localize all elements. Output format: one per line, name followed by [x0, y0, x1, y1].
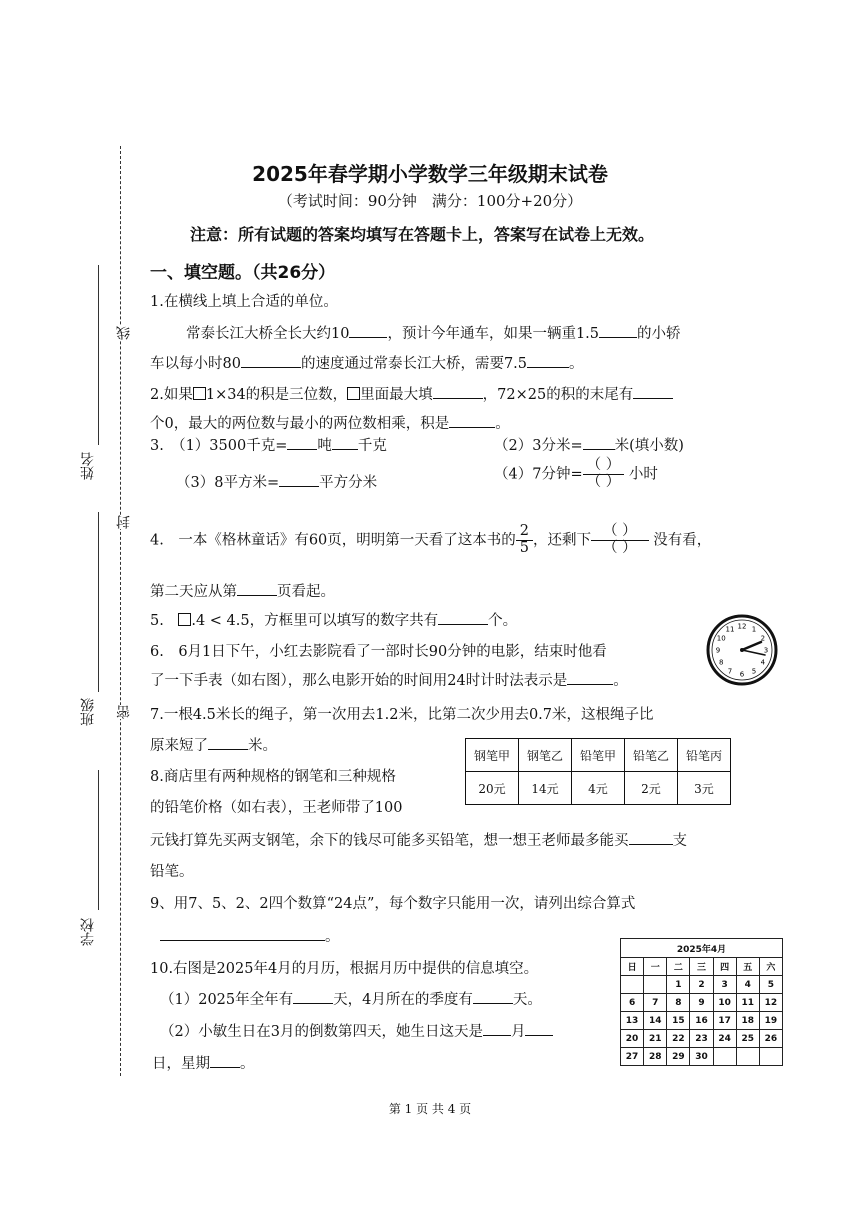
table-cell: 钢笔乙	[519, 739, 572, 772]
day-cell: 10	[713, 994, 736, 1012]
answer-blank[interactable]	[525, 1021, 553, 1036]
day-cell: 2	[690, 976, 713, 994]
table-cell: 14元	[519, 772, 572, 805]
day-cell: 9	[690, 994, 713, 1012]
day-cell: 27	[621, 1048, 644, 1066]
price-table	[465, 738, 731, 805]
answer-blank[interactable]	[449, 413, 495, 428]
clock-number: 7	[727, 667, 733, 676]
q8-line2: 的铅笔价格（如右表），王老师带了100	[150, 800, 403, 816]
answer-blank[interactable]	[241, 353, 301, 368]
weekday-cell: 三	[690, 958, 713, 976]
day-cell: 8	[667, 994, 690, 1012]
answer-blank[interactable]	[567, 670, 613, 685]
q8-line1: 8.商店里有两种规格的钢笔和三种规格	[150, 769, 396, 785]
clock-number: 11	[725, 625, 735, 634]
binding-dashed-line	[120, 146, 121, 1076]
q7-line2: 原来短了 米。	[150, 734, 277, 755]
day-cell	[621, 976, 644, 994]
table-cell: 2元	[625, 772, 678, 805]
day-cell: 11	[736, 994, 759, 1012]
calendar-week-row	[621, 1012, 783, 1030]
q10-line2: （1）2025年全年有 天，4月所在的季度有 天。	[160, 988, 542, 1009]
clock-number: 3	[763, 646, 769, 655]
table-cell: 4元	[572, 772, 625, 805]
q10-line4: 日，星期 。	[152, 1052, 255, 1073]
day-cell: 13	[621, 1012, 644, 1030]
q3-part4: （4）7分钟= $\frac{( )}{( )}$ 小时	[494, 457, 658, 490]
day-cell: 17	[713, 1012, 736, 1030]
answer-blank[interactable]	[527, 353, 569, 368]
fraction-blank[interactable]: $\frac{( )}{( )}$	[583, 458, 625, 491]
answer-blank[interactable]	[483, 1021, 511, 1036]
answer-blank[interactable]	[438, 610, 488, 625]
weekday-cell: 五	[736, 958, 759, 976]
square-box-icon	[193, 387, 206, 400]
calendar-week-row	[621, 994, 783, 1012]
calendar-caption: 2025年4月	[621, 939, 783, 958]
answer-blank[interactable]	[473, 989, 513, 1004]
q6-line2: 了一下手表（如右图），那么电影开始的时间用24时计时法表示是 。	[150, 669, 628, 690]
day-cell: 19	[759, 1012, 782, 1030]
name-label: 姓名	[80, 452, 96, 480]
q1-line2: 常泰长江大桥全长大约10 ，预计今年通车，如果一辆重1.5 的小轿	[186, 322, 681, 343]
day-cell: 26	[759, 1030, 782, 1048]
price-table-value-row	[466, 772, 731, 805]
fraction-blank[interactable]: $\frac{( )}{( )}$	[591, 524, 649, 557]
q3-part1: 3. （1）3500千克= 吨 千克	[150, 434, 387, 455]
answer-blank[interactable]	[629, 830, 673, 845]
day-cell: 20	[621, 1030, 644, 1048]
fraction-two-fifths: $\frac{2}{5}$	[516, 524, 533, 557]
answer-blank[interactable]	[332, 435, 358, 450]
answer-blank[interactable]	[349, 323, 387, 338]
q4-line1: 4. 一本《格林童话》有60页，明明第一天看了这本书的 $\frac{2}{5}$ ，还剩下 $\frac{( )}{( )}$ 没有看，	[150, 523, 712, 556]
table-cell: 3元	[678, 772, 731, 805]
answer-blank[interactable]	[633, 384, 673, 399]
section-heading: 一、填空题。（共26分）	[150, 263, 336, 283]
square-box-icon	[347, 387, 360, 400]
clock-number: 10	[716, 634, 726, 643]
weekday-cell: 一	[644, 958, 667, 976]
clock-number: 2	[760, 634, 766, 643]
day-cell	[713, 1048, 736, 1066]
answer-blank[interactable]	[210, 1053, 240, 1068]
day-cell: 6	[621, 994, 644, 1012]
exam-subtitle: （考试时间：90分钟 满分：100分+20分）	[277, 192, 583, 210]
exam-notice: 注意：所有试题的答案均填写在答题卡上，答案写在试卷上无效。	[190, 225, 655, 244]
clock-number: 4	[760, 658, 766, 667]
day-cell: 16	[690, 1012, 713, 1030]
day-cell	[644, 976, 667, 994]
q2-line1: 2.如果 1×34的积是三位数， 里面最大填 ，72×25的积的末尾有	[150, 383, 673, 404]
april-calendar	[620, 938, 783, 1066]
answer-blank[interactable]	[599, 323, 637, 338]
table-cell: 钢笔甲	[466, 739, 519, 772]
answer-blank[interactable]	[279, 472, 319, 487]
day-cell: 18	[736, 1012, 759, 1030]
school-field-line[interactable]	[98, 770, 99, 910]
day-cell: 28	[644, 1048, 667, 1066]
clock-number: 12	[737, 622, 747, 631]
q6-line1: 6. 6月1日下午，小红去影院看了一部时长90分钟的电影，结束时他看	[150, 644, 607, 660]
binding-label-feng: 封	[116, 515, 132, 529]
day-cell: 12	[759, 994, 782, 1012]
q8-line4: 铅笔。	[150, 864, 194, 880]
page-footer: 第 1 页 共 4 页	[388, 1102, 472, 1116]
clock-number: 1	[751, 625, 757, 634]
answer-blank[interactable]	[160, 926, 325, 941]
price-table-header-row	[466, 739, 731, 772]
day-cell: 3	[713, 976, 736, 994]
class-field-line[interactable]	[98, 512, 99, 692]
q1-line3: 车以每小时80 的速度通过常泰长江大桥，需要7.5 。	[150, 352, 584, 373]
day-cell: 5	[759, 976, 782, 994]
square-box-icon	[178, 613, 191, 626]
day-cell: 1	[667, 976, 690, 994]
day-cell: 22	[667, 1030, 690, 1048]
clock-number: 9	[715, 646, 721, 655]
day-cell: 30	[690, 1048, 713, 1066]
calendar-week-row	[621, 1048, 783, 1066]
q3-part2: （2）3分米= 米(填小数)	[494, 434, 684, 455]
day-cell: 23	[690, 1030, 713, 1048]
day-cell: 14	[644, 1012, 667, 1030]
answer-blank[interactable]	[237, 581, 277, 596]
day-cell	[759, 1048, 782, 1066]
clock-number: 6	[739, 670, 745, 679]
answer-blank[interactable]	[433, 384, 483, 399]
q4-line2: 第二天应从第 页看起。	[150, 580, 335, 601]
day-cell: 24	[713, 1030, 736, 1048]
day-cell: 4	[736, 976, 759, 994]
table-cell: 铅笔丙	[678, 739, 731, 772]
table-cell: 铅笔乙	[625, 739, 678, 772]
day-cell: 29	[667, 1048, 690, 1066]
wall-clock-icon	[706, 614, 778, 686]
binding-label-mi: 密	[116, 705, 132, 719]
q7-line1: 7.一根4.5米长的绳子，第一次用去1.2米，比第二次少用去0.7米，这根绳子比	[150, 707, 654, 723]
day-cell	[736, 1048, 759, 1066]
school-label: 学校	[80, 918, 96, 946]
calendar-weekday-row	[621, 958, 783, 976]
q2-line2: 个0，最大的两位数与最小的两位数相乘，积是 。	[150, 412, 510, 433]
answer-blank[interactable]	[583, 435, 615, 450]
q9-line2: 。	[160, 925, 340, 946]
exam-title: 2025年春学期小学数学三年级期末试卷	[252, 162, 608, 186]
day-cell: 21	[644, 1030, 667, 1048]
weekday-cell: 二	[667, 958, 690, 976]
q3-part3: （3）8平方米= 平方分米	[176, 471, 377, 492]
q10-line3: （2）小敏生日在3月的倒数第四天，她生日这天是 月	[160, 1020, 553, 1041]
table-cell: 20元	[466, 772, 519, 805]
answer-blank[interactable]	[293, 989, 333, 1004]
calendar-week-row	[621, 1030, 783, 1048]
clock-number: 8	[718, 658, 724, 667]
answer-blank[interactable]	[287, 435, 317, 450]
binding-label-xian: 线	[116, 326, 132, 340]
day-cell: 7	[644, 994, 667, 1012]
table-cell: 铅笔甲	[572, 739, 625, 772]
day-cell: 15	[667, 1012, 690, 1030]
answer-blank[interactable]	[208, 735, 248, 750]
day-cell: 25	[736, 1030, 759, 1048]
q8-line3: 元钱打算先买两支钢笔，余下的钱尽可能多买铅笔，想一想王老师最多能买 支	[150, 829, 687, 850]
class-label: 班级	[80, 698, 96, 726]
weekday-cell: 四	[713, 958, 736, 976]
calendar-week-row	[621, 976, 783, 994]
weekday-cell: 日	[621, 958, 644, 976]
q9-line1: 9、用7、5、2、2四个数算“24点”，每个数字只能用一次，请列出综合算式	[150, 896, 636, 912]
q10-line1: 10.右图是2025年4月的月历，根据月历中提供的信息填空。	[150, 961, 539, 977]
q5-line: 5. .4 < 4.5，方框里可以填写的数字共有 个。	[150, 609, 517, 630]
name-field-line[interactable]	[98, 265, 99, 445]
weekday-cell: 六	[759, 958, 782, 976]
clock-number: 5	[751, 667, 757, 676]
q1-instruction: 1.在横线上填上合适的单位。	[150, 294, 338, 310]
